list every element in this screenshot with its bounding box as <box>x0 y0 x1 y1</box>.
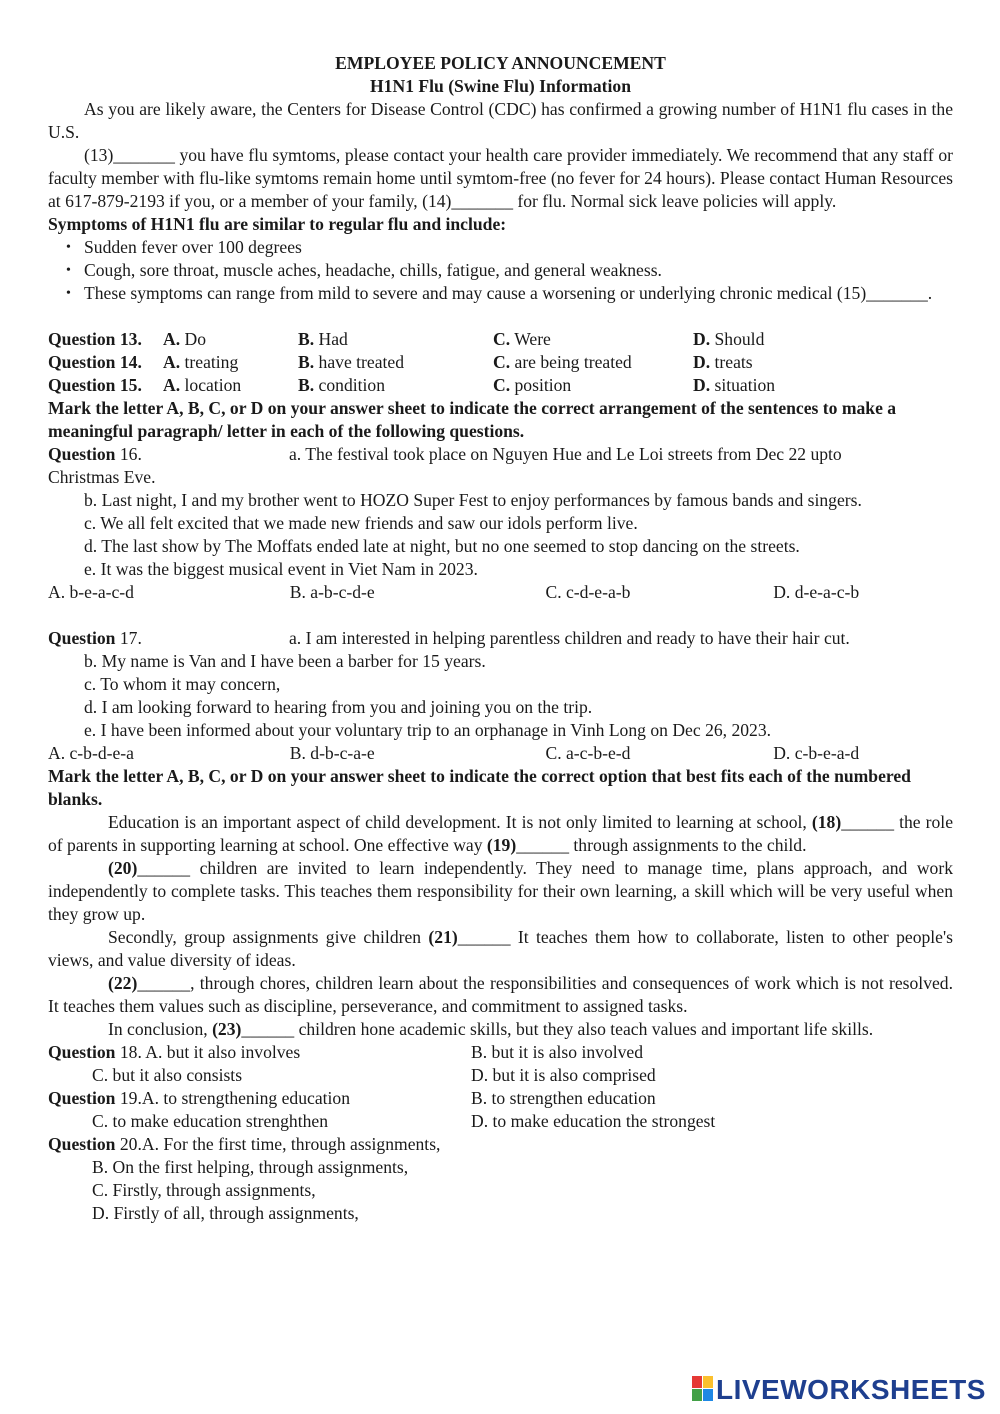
passage2-paragraph4: (22)______, through chores, children learn about the responsibilities and consequences of work which is not resolved. It teaches them values such as discipline, perseverance, and commitment to assigned tasks. <box>48 973 953 1016</box>
passage2-paragraph5: In conclusion, (23)______ children hone academic skills, but they also teach values and important life skills. <box>108 1019 874 1039</box>
question-15 <box>48 374 953 397</box>
option-b[interactable]: B. have treated <box>298 352 405 372</box>
option-c[interactable]: C. Were <box>493 329 551 349</box>
question-18-row1 <box>48 1041 953 1064</box>
sentence-a: a. I am interested in helping parentless children and ready to have their hair cut. <box>289 628 850 648</box>
option-a[interactable]: A. b-e-a-c-d <box>48 582 134 602</box>
option-d[interactable]: D. but it is also comprised <box>471 1065 656 1085</box>
list-item: • Sudden fever over 100 degrees <box>84 236 953 259</box>
list-item: • Cough, sore throat, muscle aches, headache, chills, fatigue, and general weakness. <box>84 259 953 282</box>
sentence-e: e. I have been informed about your voluntary trip to an orphanage in Vinh Long on Dec 26, 2023. <box>84 720 772 740</box>
sentence-d: d. The last show by The Moffats ended late at night, but no one seemed to stop dancing on the streets. <box>84 536 800 556</box>
symptoms-heading: Symptoms of H1N1 flu are similar to regular flu and include: <box>48 214 507 234</box>
question-20 <box>48 1133 953 1156</box>
list-item: • These symptoms can range from mild to severe and may cause a worsening or underlying chronic medical (15)_______. <box>84 282 953 305</box>
page-title: EMPLOYEE POLICY ANNOUNCEMENT <box>335 53 666 73</box>
question-13 <box>48 328 953 351</box>
passage1-paragraph2: (13)_______ you have flu symtoms, please contact your health care provider immediately. We recommend that any staff or faculty member with flu-like symtoms remain home until symtom-free (no fever for 24 hours). Please contact Human Resources at 617-879-2193 if you, or a member of your family, (14)_______ for flu. Normal sick leave policies will apply. <box>48 145 953 211</box>
sentence-b: b. Last night, I and my brother went to HOZO Super Fest to enjoy performances by famous bands and singers. <box>84 490 862 510</box>
symptoms-list <box>48 236 953 305</box>
option-d[interactable]: D. treats <box>693 352 753 372</box>
question-label: Question <box>48 628 116 648</box>
passage2-paragraph1: Education is an important aspect of child development. It is not only limited to learning at school, (18)______ the role of parents in supporting learning at school. One effective way (19)______ through assignments to the child. <box>48 812 954 855</box>
question-19-row2 <box>48 1110 953 1133</box>
option-a[interactable]: A. treating <box>163 352 239 372</box>
question-19-row1 <box>48 1087 953 1110</box>
option-b[interactable]: B. but it is also involved <box>471 1042 644 1062</box>
option-d[interactable]: D. Firstly of all, through assignments, <box>92 1203 359 1223</box>
option-b[interactable]: B. Had <box>298 329 348 349</box>
question-label: Question <box>48 1088 116 1108</box>
option-d[interactable]: D. Should <box>693 329 765 349</box>
page-subtitle: H1N1 Flu (Swine Flu) Information <box>370 76 631 96</box>
option-b[interactable]: B. a-b-c-d-e <box>289 582 375 602</box>
option-d[interactable]: D. d-e-a-c-b <box>773 582 860 602</box>
option-c[interactable]: C. to make education strenghthen <box>92 1111 328 1131</box>
option-c[interactable]: C. a-c-b-e-d <box>545 743 631 763</box>
option-a[interactable]: 20.A. For the first time, through assignments, <box>115 1134 441 1154</box>
question-17-header: Question 17. a. I am interested in helping parentless children and ready to have their hair cut. <box>48 628 850 648</box>
sentence-c: c. We all felt excited that we made new friends and saw our idols perform live. <box>84 513 638 533</box>
sentence-c: c. To whom it may concern, <box>84 674 281 694</box>
option-c[interactable]: C. Firstly, through assignments, <box>92 1180 316 1200</box>
logo-text: LIVEWORKSHEETS <box>716 1373 986 1405</box>
option-d[interactable]: D. c-b-e-a-d <box>773 743 860 763</box>
question-14 <box>48 351 953 374</box>
option-b[interactable]: B. d-b-c-a-e <box>289 743 375 763</box>
question-label: Question <box>48 444 116 464</box>
sentence-b: b. My name is Van and I have been a barber for 15 years. <box>84 651 486 671</box>
option-d[interactable]: D. situation <box>693 375 776 395</box>
sentence-a-continued: Christmas Eve. <box>48 467 156 487</box>
passage1-paragraph1: As you are likely aware, the Centers for Disease Control (CDC) has confirmed a growing number of H1N1 flu cases in the U.S. <box>48 99 953 142</box>
option-a[interactable]: A. location <box>163 375 242 395</box>
option-b[interactable]: B. to strengthen education <box>471 1088 656 1108</box>
sentence-d: d. I am looking forward to hearing from you and joining you on the trip. <box>84 697 593 717</box>
passage2-paragraph3: Secondly, group assignments give children (21)______ It teaches them how to collaborate, listen to other people's views, and value diversity of ideas. <box>48 927 953 970</box>
question-16-options <box>48 581 953 604</box>
option-a[interactable]: 18. A. but it also involves <box>115 1042 301 1062</box>
instruction-blanks: Mark the letter A, B, C, or D on your answer sheet to indicate the correct option that best fits each of the numbered blanks. <box>48 766 911 809</box>
option-d[interactable]: D. to make education the strongest <box>471 1111 716 1131</box>
question-label: Question <box>48 1134 116 1154</box>
question-label: Question 13. <box>48 329 142 349</box>
liveworksheets-logo <box>692 1374 986 1404</box>
question-18-row2 <box>48 1064 953 1087</box>
question-label: Question <box>48 1042 116 1062</box>
option-c[interactable]: C. position <box>493 375 572 395</box>
instruction-arrangement: Mark the letter A, B, C, or D on your answer sheet to indicate the correct arrangement of the sentences to make a meaningful paragraph/ letter in each of the following questions. <box>48 398 897 441</box>
option-b[interactable]: B. On the first helping, through assignments, <box>92 1157 409 1177</box>
option-c[interactable]: C. c-d-e-a-b <box>545 582 631 602</box>
worksheet-page <box>48 52 953 1225</box>
option-c[interactable]: C. are being treated <box>493 352 632 372</box>
option-a[interactable]: A. c-b-d-e-a <box>48 743 134 763</box>
sentence-a: a. The festival took place on Nguyen Hue and Le Loi streets from Dec 22 upto <box>289 444 842 464</box>
option-c[interactable]: C. but it also consists <box>92 1065 243 1085</box>
option-a[interactable]: 19.A. to strengthening education <box>115 1088 351 1108</box>
question-label: Question 14. <box>48 352 142 372</box>
liveworksheets-logo-icon <box>692 1376 714 1402</box>
question-16-header: Question 16. a. The festival took place on Nguyen Hue and Le Loi streets from Dec 22 upto <box>48 444 842 464</box>
option-a[interactable]: A. Do <box>163 329 207 349</box>
passage2-paragraph2: (20)______ children are invited to learn independently. They need to manage time, plans approach, and work independently to complete tasks. This teaches them responsibility for their own learning, a skill which will be very useful when they grow up. <box>48 858 953 924</box>
option-b[interactable]: B. condition <box>298 375 385 395</box>
question-label: Question 15. <box>48 375 142 395</box>
sentence-e: e. It was the biggest musical event in Viet Nam in 2023. <box>84 559 478 579</box>
question-17-options <box>48 742 953 765</box>
